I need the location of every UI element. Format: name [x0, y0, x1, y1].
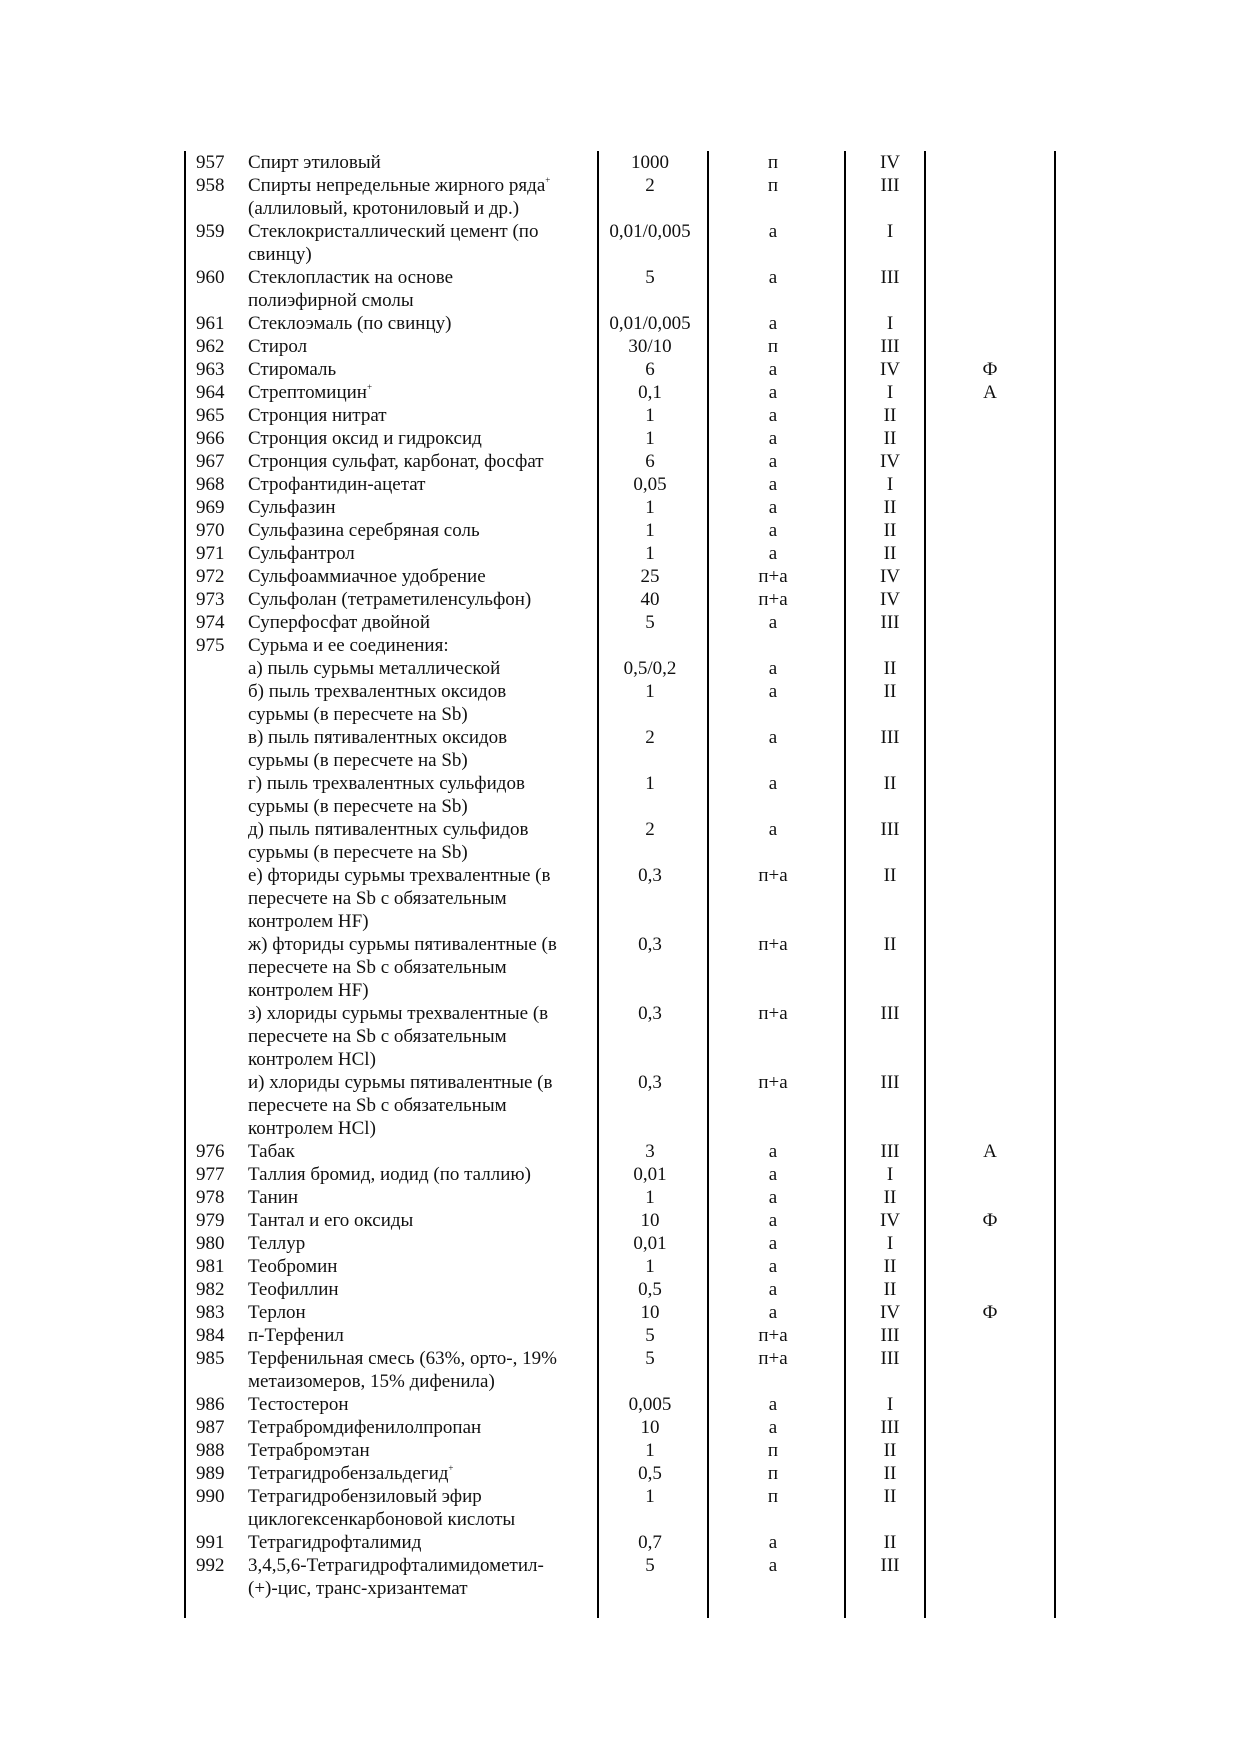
row-number: 967 — [196, 451, 225, 472]
limit-value: 1 — [645, 428, 655, 449]
hazard-class: II — [883, 1440, 897, 1461]
substance-name: (+)-цис, транс-хризантемат — [248, 1578, 468, 1599]
aggregate-state: п — [767, 1463, 779, 1484]
limit-value: 1000 — [631, 152, 669, 173]
table-border-right — [1054, 151, 1056, 1618]
aggregate-state: п+а — [758, 1072, 788, 1093]
substance-name: Теллур — [248, 1233, 306, 1254]
limit-value: 5 — [645, 1555, 655, 1576]
aggregate-state: п — [767, 1440, 779, 1461]
substance-name: контролем HCl) — [248, 1118, 376, 1139]
row-number: 989 — [196, 1463, 225, 1484]
aggregate-state: а — [768, 658, 778, 679]
substance-name: контролем HF) — [248, 911, 369, 932]
substance-name: метаизомеров, 15% дифенила) — [248, 1371, 495, 1392]
row-number: 988 — [196, 1440, 225, 1461]
hazard-class: I — [886, 221, 894, 242]
row-number: 958 — [196, 175, 225, 196]
substance-name: контролем HF) — [248, 980, 369, 1001]
row-number: 975 — [196, 635, 225, 656]
hazard-class: III — [880, 1072, 900, 1093]
substance-name: в) пыль пятивалентных оксидов — [248, 727, 508, 748]
row-number: 983 — [196, 1302, 225, 1323]
row-number: 982 — [196, 1279, 225, 1300]
hazard-class: IV — [879, 451, 901, 472]
limit-value: 1 — [645, 520, 655, 541]
hazard-class: II — [883, 520, 897, 541]
hazard-class: II — [883, 1532, 897, 1553]
aggregate-state: а — [768, 1279, 778, 1300]
substance-name: п-Терфенил — [248, 1325, 344, 1346]
limit-value: 1 — [645, 497, 655, 518]
substance-name: пересчете на Sb с обязательным — [248, 957, 507, 978]
limit-value: 1 — [645, 1187, 655, 1208]
limit-value: 3 — [645, 1141, 655, 1162]
hazard-class: II — [883, 1279, 897, 1300]
aggregate-state: п — [767, 336, 779, 357]
hazard-class: III — [880, 336, 900, 357]
hazard-class: I — [886, 1164, 894, 1185]
substance-name: свинцу) — [248, 244, 312, 265]
limit-value: 0,01 — [633, 1164, 667, 1185]
row-number: 990 — [196, 1486, 225, 1507]
limit-value: 10 — [640, 1210, 660, 1231]
hazard-class: I — [886, 1233, 894, 1254]
limit-value: 0,3 — [638, 934, 662, 955]
limit-value: 1 — [645, 1486, 655, 1507]
limit-value: 2 — [645, 819, 655, 840]
aggregate-state: а — [768, 1164, 778, 1185]
substance-name: Сульфазин — [248, 497, 336, 518]
hazard-class: I — [886, 382, 894, 403]
hazard-class: III — [880, 175, 900, 196]
substance-name: Стеклоэмаль (по свинцу) — [248, 313, 452, 334]
aggregate-state: а — [768, 1532, 778, 1553]
action-feature: А — [983, 382, 997, 403]
limit-value: 0,5/0,2 — [623, 658, 677, 679]
substance-name: Таллия бромид, иодид (по таллию) — [248, 1164, 531, 1185]
aggregate-state: а — [768, 405, 778, 426]
substance-name: Стрептомицин+ — [248, 382, 373, 403]
row-number: 987 — [196, 1417, 225, 1438]
limit-value: 0,05 — [633, 474, 667, 495]
substance-name: Тетрагидрофталимид — [248, 1532, 422, 1553]
row-number: 979 — [196, 1210, 225, 1231]
limit-value: 5 — [645, 1325, 655, 1346]
substance-name: Тестостерон — [248, 1394, 349, 1415]
row-number: 984 — [196, 1325, 225, 1346]
hazard-class: II — [883, 681, 897, 702]
aggregate-state: а — [768, 612, 778, 633]
substance-name: пересчете на Sb с обязательным — [248, 888, 507, 909]
substance-name: Сульфантрол — [248, 543, 355, 564]
aggregate-state: а — [768, 1394, 778, 1415]
substance-name: Сульфолан (тетраметиленсульфон) — [248, 589, 532, 610]
hazard-class: III — [880, 1003, 900, 1024]
substance-name: Стирол — [248, 336, 308, 357]
footnote-marker: + — [545, 175, 551, 185]
aggregate-state: п+а — [758, 934, 788, 955]
hazard-class: III — [880, 1141, 900, 1162]
aggregate-state: а — [768, 474, 778, 495]
substance-name: е) фториды сурьмы трехвалентные (в — [248, 865, 551, 886]
hazard-class: III — [880, 1348, 900, 1369]
aggregate-state: а — [768, 1302, 778, 1323]
substance-name: Сульфазина серебряная соль — [248, 520, 480, 541]
substance-name: д) пыль пятивалентных сульфидов — [248, 819, 529, 840]
substance-name: Стронция нитрат — [248, 405, 387, 426]
substance-name: Суперфосфат двойной — [248, 612, 431, 633]
hazard-class: III — [880, 819, 900, 840]
row-number: 972 — [196, 566, 225, 587]
limit-value: 6 — [645, 359, 655, 380]
footnote-marker: + — [448, 1463, 454, 1473]
aggregate-state: п — [767, 175, 779, 196]
row-number: 976 — [196, 1141, 225, 1162]
substance-name: сурьмы (в пересчете на Sb) — [248, 750, 468, 771]
substance-name: сурьмы (в пересчете на Sb) — [248, 796, 468, 817]
substance-name: Тетрагидробензиловый эфир — [248, 1486, 482, 1507]
aggregate-state: а — [768, 1210, 778, 1231]
hazard-class: III — [880, 1417, 900, 1438]
substance-name: контролем HCl) — [248, 1049, 376, 1070]
limit-value: 1 — [645, 1256, 655, 1277]
limit-value: 25 — [640, 566, 660, 587]
hazard-class: II — [883, 658, 897, 679]
hazard-class: II — [883, 428, 897, 449]
aggregate-state: п — [767, 1486, 779, 1507]
substance-name: Стиромаль — [248, 359, 337, 380]
aggregate-state: а — [768, 267, 778, 288]
substance-name: Строфантидин-ацетат — [248, 474, 426, 495]
limit-value: 0,5 — [638, 1463, 662, 1484]
aggregate-state: а — [768, 359, 778, 380]
row-number: 961 — [196, 313, 225, 334]
hazard-class: II — [883, 1463, 897, 1484]
hazard-class: IV — [879, 359, 901, 380]
substance-name: г) пыль трехвалентных сульфидов — [248, 773, 525, 794]
aggregate-state: п — [767, 152, 779, 173]
substance-name: и) хлориды сурьмы пятивалентные (в — [248, 1072, 553, 1093]
limit-value: 5 — [645, 612, 655, 633]
limit-value: 1 — [645, 405, 655, 426]
hazard-class: IV — [879, 1302, 901, 1323]
limit-value: 2 — [645, 727, 655, 748]
substance-name: Тетрагидробензальдегид+ — [248, 1463, 454, 1484]
row-number: 960 — [196, 267, 225, 288]
limit-value: 1 — [645, 773, 655, 794]
substance-name: ж) фториды сурьмы пятивалентные (в — [248, 934, 557, 955]
table-border-left — [184, 151, 186, 1618]
aggregate-state: а — [768, 543, 778, 564]
limit-value: 0,01 — [633, 1233, 667, 1254]
substance-name: Стеклокристаллический цемент (по — [248, 221, 539, 242]
substance-name: полиэфирной смолы — [248, 290, 414, 311]
row-number: 965 — [196, 405, 225, 426]
row-number: 969 — [196, 497, 225, 518]
row-number: 991 — [196, 1532, 225, 1553]
substance-name: циклогексенкарбоновой кислоты — [248, 1509, 516, 1530]
substance-name: Стронция оксид и гидроксид — [248, 428, 482, 449]
hazard-class: III — [880, 267, 900, 288]
aggregate-state: а — [768, 520, 778, 541]
limit-value: 0,5 — [638, 1279, 662, 1300]
limit-value: 0,01/0,005 — [609, 221, 691, 242]
row-number: 973 — [196, 589, 225, 610]
substance-name: Терфенильная смесь (63%, орто-, 19% — [248, 1348, 557, 1369]
action-feature: Ф — [982, 1302, 998, 1323]
row-number: 974 — [196, 612, 225, 633]
aggregate-state: а — [768, 221, 778, 242]
hazard-class: I — [886, 313, 894, 334]
substance-name: Тетрабромдифенилолпропан — [248, 1417, 482, 1438]
row-number: 957 — [196, 152, 225, 173]
limit-value: 0,01/0,005 — [609, 313, 691, 334]
row-number: 959 — [196, 221, 225, 242]
substance-name: 3,4,5,6-Тетрагидрофталимидометил- — [248, 1555, 544, 1576]
substance-name: (аллиловый, кротониловый и др.) — [248, 198, 520, 219]
row-number: 971 — [196, 543, 225, 564]
row-number: 968 — [196, 474, 225, 495]
limit-value: 30/10 — [628, 336, 672, 357]
footnote-marker: + — [366, 382, 373, 392]
aggregate-state: а — [768, 1256, 778, 1277]
substance-name: Теобромин — [248, 1256, 338, 1277]
action-feature: А — [983, 1141, 997, 1162]
limit-value: 6 — [645, 451, 655, 472]
substance-name: з) хлориды сурьмы трехвалентные (в — [248, 1003, 549, 1024]
limit-value: 40 — [640, 589, 660, 610]
column-divider-value-state — [707, 151, 709, 1618]
aggregate-state: п+а — [758, 865, 788, 886]
hazard-class: II — [883, 934, 897, 955]
aggregate-state: п+а — [758, 1325, 788, 1346]
hazard-class: II — [883, 773, 897, 794]
substance-name: Теофиллин — [248, 1279, 339, 1300]
aggregate-state: а — [768, 727, 778, 748]
substance-name: пересчете на Sb с обязательным — [248, 1095, 507, 1116]
substance-name: Спирт этиловый — [248, 152, 381, 173]
hazard-class: II — [883, 1486, 897, 1507]
substance-name: Танин — [248, 1187, 299, 1208]
hazard-class: III — [880, 727, 900, 748]
substance-name: Спирты непредельные жирного ряда+ — [248, 175, 551, 196]
row-number: 985 — [196, 1348, 225, 1369]
limit-value: 5 — [645, 1348, 655, 1369]
limit-value: 2 — [645, 175, 655, 196]
hazard-class: IV — [879, 589, 901, 610]
aggregate-state: а — [768, 1417, 778, 1438]
limit-value: 0,005 — [628, 1394, 672, 1415]
row-number: 977 — [196, 1164, 225, 1185]
aggregate-state: а — [768, 1187, 778, 1208]
hazard-class: I — [886, 474, 894, 495]
row-number: 962 — [196, 336, 225, 357]
limit-value: 1 — [645, 1440, 655, 1461]
row-number: 963 — [196, 359, 225, 380]
substance-name: Сурьма и ее соединения: — [248, 635, 449, 656]
row-number: 970 — [196, 520, 225, 541]
aggregate-state: а — [768, 1555, 778, 1576]
aggregate-state: п+а — [758, 589, 788, 610]
substance-name: пересчете на Sb с обязательным — [248, 1026, 507, 1047]
limit-value: 5 — [645, 267, 655, 288]
aggregate-state: а — [768, 382, 778, 403]
substance-name: Сульфоаммиачное удобрение — [248, 566, 486, 587]
hazard-class: III — [880, 1555, 900, 1576]
hazard-class: III — [880, 1325, 900, 1346]
row-number: 981 — [196, 1256, 225, 1277]
limit-value: 0,1 — [638, 382, 662, 403]
limit-value: 1 — [645, 681, 655, 702]
row-number: 978 — [196, 1187, 225, 1208]
substance-name: Тантал и его оксиды — [248, 1210, 414, 1231]
aggregate-state: п+а — [758, 566, 788, 587]
substance-name: Тетрабромэтан — [248, 1440, 370, 1461]
substance-name: Терлон — [248, 1302, 306, 1323]
aggregate-state: а — [768, 451, 778, 472]
aggregate-state: а — [768, 773, 778, 794]
aggregate-state: п+а — [758, 1348, 788, 1369]
substance-name: сурьмы (в пересчете на Sb) — [248, 842, 468, 863]
limit-value: 10 — [640, 1417, 660, 1438]
limit-value: 0,7 — [638, 1532, 662, 1553]
row-number: 986 — [196, 1394, 225, 1415]
row-number: 980 — [196, 1233, 225, 1254]
aggregate-state: а — [768, 428, 778, 449]
row-number: 992 — [196, 1555, 225, 1576]
hazard-class: II — [883, 543, 897, 564]
substance-name: Табак — [248, 1141, 295, 1162]
hazard-class: IV — [879, 566, 901, 587]
hazard-class: II — [883, 405, 897, 426]
substance-name: сурьмы (в пересчете на Sb) — [248, 704, 468, 725]
hazard-class: I — [886, 1394, 894, 1415]
limit-value: 0,3 — [638, 1072, 662, 1093]
aggregate-state: а — [768, 313, 778, 334]
hazard-class: II — [883, 497, 897, 518]
column-divider-class-feature — [924, 151, 926, 1618]
substance-name: Стеклопластик на основе — [248, 267, 454, 288]
aggregate-state: п+а — [758, 1003, 788, 1024]
limit-value: 10 — [640, 1302, 660, 1323]
hazard-class: II — [883, 865, 897, 886]
column-divider-name-value — [597, 151, 599, 1618]
aggregate-state: а — [768, 1141, 778, 1162]
column-divider-state-class — [844, 151, 846, 1618]
limit-value: 0,3 — [638, 865, 662, 886]
hazard-class: IV — [879, 1210, 901, 1231]
action-feature: Ф — [982, 359, 998, 380]
hazard-class: II — [883, 1256, 897, 1277]
hazard-class: IV — [879, 152, 901, 173]
limit-value: 1 — [645, 543, 655, 564]
hazard-class: II — [883, 1187, 897, 1208]
substance-name: б) пыль трехвалентных оксидов — [248, 681, 507, 702]
row-number: 964 — [196, 382, 225, 403]
aggregate-state: а — [768, 1233, 778, 1254]
substance-name: Стронция сульфат, карбонат, фосфат — [248, 451, 544, 472]
hazard-class: III — [880, 612, 900, 633]
substance-name: а) пыль сурьмы металлической — [248, 658, 501, 679]
action-feature: Ф — [982, 1210, 998, 1231]
aggregate-state: а — [768, 681, 778, 702]
aggregate-state: а — [768, 819, 778, 840]
row-number: 966 — [196, 428, 225, 449]
aggregate-state: а — [768, 497, 778, 518]
limit-value: 0,3 — [638, 1003, 662, 1024]
